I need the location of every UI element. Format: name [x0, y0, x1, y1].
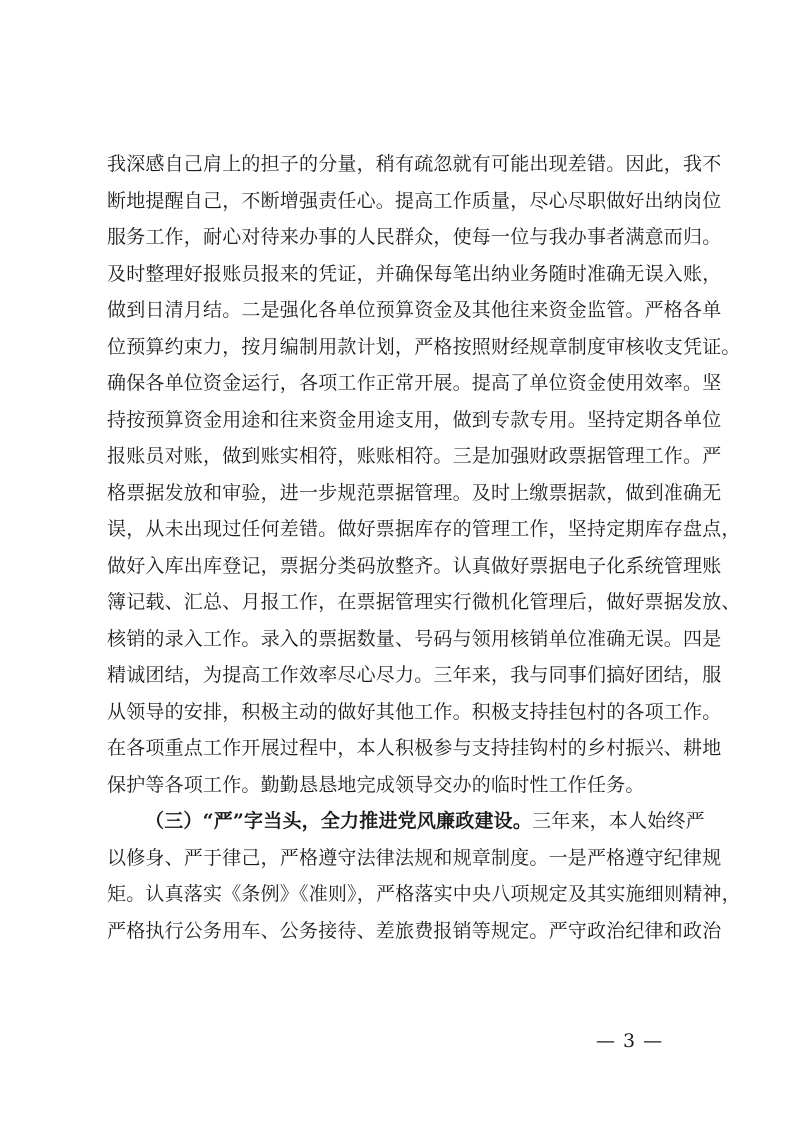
text-line: 精诚团结，为提高工作效率尽心尽力。三年来，我与同事们搞好团结，服: [107, 664, 722, 686]
text-line: 严格执行公务用车、公务接待、差旅费报销等规定。严守政治纪律和政治: [107, 919, 722, 942]
text-line: 以修身、严于律己，严格遵守法律法规和规章制度。一是严格遵守纪律规: [107, 846, 722, 869]
page-number: — 3 —: [596, 1030, 664, 1052]
text-line: 误，从未出现过任何差错。做好票据库存的管理工作，坚持定期库存盘点，: [107, 518, 741, 540]
text-line: 在各项重点工作开展过程中，本人积极参与支持挂钩村的乡村振兴、耕地: [107, 737, 722, 759]
text-line: 从领导的安排，积极主动的做好其他工作。积极支持挂包村的各项工作。: [107, 700, 722, 723]
text-line: 服务工作，耐心对待来办事的人民群众，使每一位与我办事者满意而归。: [107, 226, 722, 248]
text-line: 保护等各项工作。勤勤恳恳地完成领导交办的临时性工作任务。: [107, 773, 645, 796]
text-line: 位预算约束力，按月编制用款计划，严格按照财经规章制度审核收支凭证。: [107, 335, 741, 358]
body-text: [107, 146, 741, 949]
text-line: 簿记载、汇总、月报工作，在票据管理实行微机化管理后，做好票据发放、: [107, 591, 741, 613]
section-3-heading: （三）“严”字当头，全力推进党风廉政建设。: [145, 810, 533, 832]
text-line: 核销的录入工作。录入的票据数量、号码与领用核销单位准确无误。四是: [107, 627, 722, 650]
text-line: 做到日清月结。二是强化各单位预算资金及其他往来资金监管。严格各单: [107, 299, 722, 321]
text-line: 做好入库出库登记，票据分类码放整齐。认真做好票据电子化系统管理账: [107, 554, 722, 577]
text-line: 报账员对账，做到账实相符，账账相符。三是加强财政票据管理工作。严: [107, 445, 722, 467]
text-line: 确保各单位资金运行，各项工作正常开展。提高了单位资金使用效率。坚: [107, 372, 722, 394]
section-3-first-rest: 三年来，本人始终严: [532, 810, 705, 832]
text-line: 及时整理好报账员报来的凭证，并确保每笔出纳业务随时准确无误入账，: [107, 262, 722, 285]
text-line: 持按预算资金用途和往来资金用途支用，做到专款专用。坚持定期各单位: [107, 408, 722, 431]
section-3-first-line: [107, 803, 705, 840]
text-line: 断地提醒自己，不断增强责任心。提高工作质量，尽心尽职做好出纳岗位: [107, 189, 722, 212]
text-line: 矩。认真落实《条例》《准则》，严格落实中央八项规定及其实施细则精神，: [107, 883, 741, 905]
text-line: 格票据发放和审验，进一步规范票据管理。及时上缴票据款，做到准确无: [107, 481, 722, 504]
text-line: 我深感自己肩上的担子的分量，稍有疏忽就有可能出现差错。因此，我不: [107, 153, 722, 175]
